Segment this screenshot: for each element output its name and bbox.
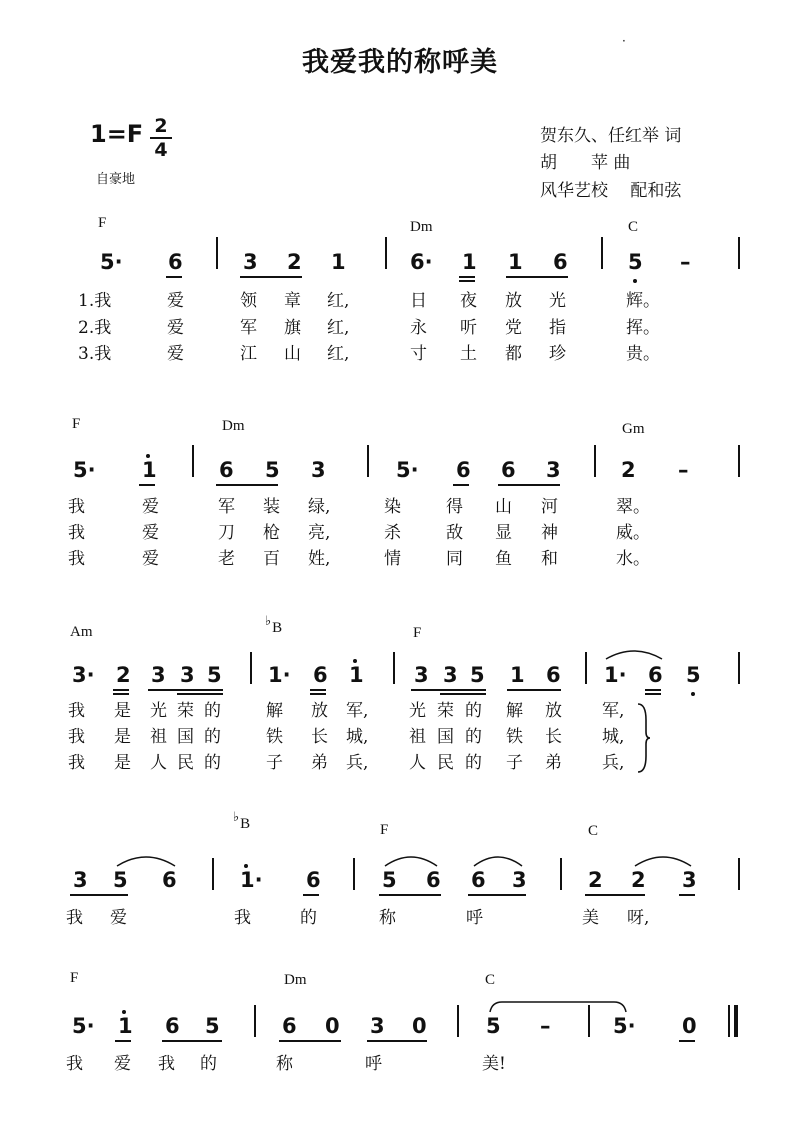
- underline: [162, 1040, 222, 1042]
- lyric-syllable: 放: [505, 291, 522, 311]
- lyric-syllable: 敌: [446, 523, 463, 543]
- lyric-syllable: 祖: [409, 727, 426, 747]
- lyric-syllable: 的: [200, 1054, 217, 1074]
- flat-sign: ♭: [233, 809, 240, 824]
- jianpu-note: 6·: [410, 250, 433, 274]
- underline: [216, 484, 278, 486]
- bar-line: [594, 445, 596, 477]
- chord-root: B: [272, 620, 283, 636]
- time-bottom: 4: [154, 139, 168, 161]
- jianpu-note: 1: [142, 458, 157, 482]
- lyric-syllable: 枪: [263, 523, 280, 543]
- underline: [166, 276, 182, 278]
- lyric-syllable: 我: [68, 701, 85, 721]
- lyric-syllable: 红,: [327, 318, 350, 338]
- jianpu-note: 3: [151, 663, 166, 687]
- jianpu-note: 1·: [240, 868, 263, 892]
- bar-line: [738, 237, 740, 269]
- lyric-syllable: 军,: [346, 701, 369, 721]
- jianpu-note: 5: [113, 868, 128, 892]
- lyricist-credit: 贺东久、任红举 词: [540, 126, 682, 146]
- lyric-syllable: 爱: [142, 497, 159, 517]
- lyric-syllable: 放: [311, 701, 328, 721]
- lyric-syllable: 光: [549, 291, 566, 311]
- lyric-syllable: 贵。: [626, 344, 660, 364]
- lyric-syllable: 日: [410, 291, 427, 311]
- final-bar-thick: [734, 1005, 738, 1037]
- jianpu-note: 1·: [604, 663, 627, 687]
- bar-line: [393, 652, 395, 684]
- jianpu-note: 3: [546, 458, 561, 482]
- lyric-syllable: 翠。: [616, 497, 650, 517]
- jianpu-note: 5: [382, 868, 397, 892]
- lyric-syllable: 民: [177, 753, 194, 773]
- underline: [459, 280, 475, 282]
- chord-label: F: [72, 416, 81, 432]
- lyric-syllable: 指: [549, 318, 566, 338]
- lyric-syllable: 我: [68, 727, 85, 747]
- underline: [279, 1040, 341, 1042]
- lyric-syllable: 情: [384, 549, 401, 569]
- jianpu-note: –: [678, 458, 689, 482]
- lyric-syllable: 称: [379, 908, 396, 928]
- chord-label: F: [98, 215, 107, 231]
- slur: [383, 852, 439, 868]
- lyric-syllable: 爱: [167, 291, 184, 311]
- jianpu-note: 5·: [72, 1014, 95, 1038]
- slur: [633, 852, 693, 868]
- underline: [411, 689, 486, 691]
- jianpu-note: 3·: [72, 663, 95, 687]
- lyric-syllable: 兵,: [602, 753, 625, 773]
- underline: [113, 689, 129, 691]
- bar-line: [353, 858, 355, 890]
- jianpu-note: 0: [325, 1014, 340, 1038]
- stray-dot: ·: [622, 34, 626, 48]
- jianpu-note: 5: [470, 663, 485, 687]
- jianpu-note: 5·: [396, 458, 419, 482]
- jianpu-note: 1: [462, 250, 477, 274]
- lyric-syllable: 我: [158, 1054, 175, 1074]
- bar-line: [601, 237, 603, 269]
- jianpu-note: 6: [501, 458, 516, 482]
- underline: [113, 693, 129, 695]
- lyric-syllable: 子: [266, 753, 283, 773]
- lyric-syllable: 老: [218, 549, 235, 569]
- bar-line: [192, 445, 194, 477]
- lyric-syllable: 铁: [506, 727, 523, 747]
- lyric-syllable: 爱: [142, 549, 159, 569]
- octave-dot: [633, 279, 637, 283]
- lyric-syllable: 亮,: [308, 523, 331, 543]
- lyric-syllable: 绿,: [308, 497, 331, 517]
- lyric-syllable: 兵,: [346, 753, 369, 773]
- jianpu-note: 6: [165, 1014, 180, 1038]
- jianpu-note: 6: [553, 250, 568, 274]
- jianpu-note: 6: [162, 868, 177, 892]
- composer-credit: 胡 苹 曲: [540, 153, 631, 173]
- lyric-syllable: 民: [437, 753, 454, 773]
- tie: [488, 998, 628, 1014]
- jianpu-note: 3: [243, 250, 258, 274]
- chord-label: Dm: [410, 219, 433, 235]
- jianpu-note: 6: [282, 1014, 297, 1038]
- time-top: 2: [154, 115, 168, 137]
- jianpu-note: –: [680, 250, 691, 274]
- jianpu-note: 6: [456, 458, 471, 482]
- lyric-syllable: 爱: [167, 318, 184, 338]
- lyric-syllable: 光: [409, 701, 426, 721]
- lyric-syllable: 的: [204, 727, 221, 747]
- underline: [468, 894, 526, 896]
- jianpu-note: 3: [370, 1014, 385, 1038]
- jianpu-note: 3: [682, 868, 697, 892]
- jianpu-note: 5·: [613, 1014, 636, 1038]
- jianpu-note: 5: [486, 1014, 501, 1038]
- jianpu-note: 2: [287, 250, 302, 274]
- lyric-syllable: 辉。: [626, 291, 660, 311]
- lyric-syllable: 和: [541, 549, 558, 569]
- chord-label: Am: [70, 624, 93, 640]
- jianpu-note: 5: [205, 1014, 220, 1038]
- lyric-syllable: 神: [541, 523, 558, 543]
- octave-dot: [691, 692, 695, 696]
- jianpu-note: 1: [508, 250, 523, 274]
- chord-label: Dm: [222, 418, 245, 434]
- lyric-syllable: 的: [465, 701, 482, 721]
- chord-label: C: [588, 823, 599, 839]
- lyric-syllable: 长: [545, 727, 562, 747]
- jianpu-note: 2: [631, 868, 646, 892]
- jianpu-note: 1: [331, 250, 346, 274]
- lyric-syllable: 水。: [616, 549, 650, 569]
- underline: [70, 894, 128, 896]
- octave-dot: [244, 864, 248, 868]
- lyric-syllable: 1.我: [78, 291, 112, 311]
- lyric-syllable: 山: [495, 497, 512, 517]
- jianpu-note: 5: [686, 663, 701, 687]
- lyric-syllable: 爱: [114, 1054, 131, 1074]
- bar-line: [588, 1005, 590, 1037]
- lyric-syllable: 弟: [545, 753, 562, 773]
- bar-line: [738, 652, 740, 684]
- bar-line: [254, 1005, 256, 1037]
- lyric-syllable: 祖: [150, 727, 167, 747]
- underline: [585, 894, 645, 896]
- lyric-syllable: 山: [284, 344, 301, 364]
- verse-brace: [636, 702, 652, 774]
- underline: [645, 693, 661, 695]
- lyric-syllable: 红,: [327, 344, 350, 364]
- lyric-syllable: 听: [460, 318, 477, 338]
- lyric-syllable: 红,: [327, 291, 350, 311]
- lyric-syllable: 我: [234, 908, 251, 928]
- lyric-syllable: 荣: [437, 701, 454, 721]
- chord-root: B: [240, 816, 251, 832]
- bar-line: [250, 652, 252, 684]
- lyric-syllable: 人: [409, 753, 426, 773]
- jianpu-note: –: [540, 1014, 551, 1038]
- lyric-syllable: 的: [204, 753, 221, 773]
- lyric-syllable: 百: [263, 549, 280, 569]
- lyric-syllable: 装: [263, 497, 280, 517]
- lyric-syllable: 永: [410, 318, 427, 338]
- lyric-syllable: 章: [284, 291, 301, 311]
- lyric-syllable: 珍: [549, 344, 566, 364]
- jianpu-note: 3: [414, 663, 429, 687]
- underline: [310, 693, 326, 695]
- lyric-syllable: 3.我: [78, 344, 112, 364]
- chord-label: C: [628, 219, 639, 235]
- lyric-syllable: 我: [66, 1054, 83, 1074]
- underline: [498, 484, 560, 486]
- lyric-syllable: 我: [66, 908, 83, 928]
- lyric-syllable: 长: [311, 727, 328, 747]
- octave-dot: [122, 1010, 126, 1014]
- lyric-syllable: 姓,: [308, 549, 331, 569]
- lyric-syllable: 的: [465, 727, 482, 747]
- lyric-syllable: 爱: [110, 908, 127, 928]
- jianpu-note: 6: [471, 868, 486, 892]
- chord-label: [265, 613, 283, 637]
- lyric-syllable: 染: [384, 497, 401, 517]
- jianpu-note: 6: [648, 663, 663, 687]
- underline: [679, 894, 695, 896]
- jianpu-note: 6: [168, 250, 183, 274]
- jianpu-note: 6: [219, 458, 234, 482]
- tempo-marking: 自豪地: [96, 172, 136, 187]
- underline: [440, 693, 486, 695]
- lyric-syllable: 河: [541, 497, 558, 517]
- lyric-syllable: 美!: [482, 1054, 506, 1074]
- lyric-syllable: 军: [240, 318, 257, 338]
- slur: [115, 852, 177, 868]
- bar-line: [560, 858, 562, 890]
- underline: [679, 1040, 695, 1042]
- underline: [453, 484, 469, 486]
- underline: [367, 1040, 427, 1042]
- bar-line: [385, 237, 387, 269]
- chord-label: Gm: [622, 421, 645, 437]
- lyric-syllable: 爱: [142, 523, 159, 543]
- lyric-syllable: 我: [68, 753, 85, 773]
- lyric-syllable: 我: [68, 549, 85, 569]
- chord-label: [233, 809, 251, 833]
- lyric-syllable: 夜: [460, 291, 477, 311]
- underline: [303, 894, 319, 896]
- underline: [148, 689, 223, 691]
- lyric-syllable: 2.我: [78, 318, 112, 338]
- chord-label: F: [380, 822, 389, 838]
- bar-line: [738, 858, 740, 890]
- lyric-syllable: 光: [150, 701, 167, 721]
- lyric-syllable: 弟: [311, 753, 328, 773]
- jianpu-note: 5·: [100, 250, 123, 274]
- underline: [240, 276, 302, 278]
- jianpu-note: 1: [118, 1014, 133, 1038]
- jianpu-note: 1·: [268, 663, 291, 687]
- lyric-syllable: 人: [150, 753, 167, 773]
- jianpu-note: 3: [180, 663, 195, 687]
- flat-sign: ♭: [265, 613, 272, 628]
- lyric-syllable: 称: [276, 1054, 293, 1074]
- bar-line: [457, 1005, 459, 1037]
- jianpu-note: 6: [313, 663, 328, 687]
- jianpu-note: 5·: [73, 458, 96, 482]
- jianpu-note: 0: [412, 1014, 427, 1038]
- underline: [645, 689, 661, 691]
- lyric-syllable: 鱼: [495, 549, 512, 569]
- underline: [115, 1040, 131, 1042]
- octave-dot: [353, 659, 357, 663]
- lyric-syllable: 威。: [616, 523, 650, 543]
- jianpu-note: 3: [73, 868, 88, 892]
- lyric-syllable: 杀: [384, 523, 401, 543]
- jianpu-note: 0: [682, 1014, 697, 1038]
- slur: [604, 647, 664, 661]
- underline: [139, 484, 155, 486]
- jianpu-note: 3: [311, 458, 326, 482]
- underline: [459, 276, 475, 278]
- bar-line: [367, 445, 369, 477]
- lyric-syllable: 旗: [284, 318, 301, 338]
- jianpu-note: 3: [443, 663, 458, 687]
- chord-label: F: [70, 970, 79, 986]
- lyric-syllable: 土: [460, 344, 477, 364]
- lyric-syllable: 解: [506, 701, 523, 721]
- underline: [177, 693, 223, 695]
- lyric-syllable: 刀: [218, 523, 235, 543]
- lyric-syllable: 军: [218, 497, 235, 517]
- lyric-syllable: 呼: [365, 1054, 382, 1074]
- slur: [472, 852, 524, 868]
- bar-line: [738, 445, 740, 477]
- final-bar-thin: [728, 1005, 730, 1037]
- jianpu-note: 5: [207, 663, 222, 687]
- lyric-syllable: 国: [437, 727, 454, 747]
- key-signature: 1=F: [90, 120, 144, 148]
- bar-line: [585, 652, 587, 684]
- jianpu-note: 6: [426, 868, 441, 892]
- lyric-syllable: 是: [114, 753, 131, 773]
- lyric-syllable: 子: [506, 753, 523, 773]
- jianpu-note: 5: [628, 250, 643, 274]
- lyric-syllable: 都: [505, 344, 522, 364]
- lyric-syllable: 爱: [167, 344, 184, 364]
- jianpu-note: 3: [512, 868, 527, 892]
- jianpu-note: 6: [306, 868, 321, 892]
- lyric-syllable: 寸: [410, 344, 427, 364]
- lyric-syllable: 城,: [602, 727, 625, 747]
- jianpu-note: 1: [510, 663, 525, 687]
- lyric-syllable: 国: [177, 727, 194, 747]
- time-signature: [150, 116, 172, 160]
- jianpu-note: 2: [588, 868, 603, 892]
- jianpu-note: 5: [265, 458, 280, 482]
- arranger-credit: 风华艺校 配和弦: [540, 181, 682, 201]
- lyric-syllable: 的: [300, 908, 317, 928]
- lyric-syllable: 是: [114, 701, 131, 721]
- lyric-syllable: 铁: [266, 727, 283, 747]
- jianpu-note: 1: [349, 663, 364, 687]
- lyric-syllable: 得: [446, 497, 463, 517]
- lyric-syllable: 的: [204, 701, 221, 721]
- lyric-syllable: 江: [240, 344, 257, 364]
- bar-line: [212, 858, 214, 890]
- lyric-syllable: 是: [114, 727, 131, 747]
- octave-dot: [146, 454, 150, 458]
- underline: [379, 894, 441, 896]
- lyric-syllable: 城,: [346, 727, 369, 747]
- jianpu-note: 2: [621, 458, 636, 482]
- underline: [506, 276, 568, 278]
- lyric-syllable: 我: [68, 497, 85, 517]
- lyric-syllable: 放: [545, 701, 562, 721]
- lyric-syllable: 党: [505, 318, 522, 338]
- lyric-syllable: 呀,: [627, 908, 650, 928]
- underline: [507, 689, 561, 691]
- lyric-syllable: 挥。: [626, 318, 660, 338]
- lyric-syllable: 显: [495, 523, 512, 543]
- chord-label: C: [485, 972, 496, 988]
- lyric-syllable: 领: [240, 291, 257, 311]
- lyric-syllable: 解: [266, 701, 283, 721]
- lyric-syllable: 同: [446, 549, 463, 569]
- bar-line: [216, 237, 218, 269]
- lyric-syllable: 美: [582, 908, 599, 928]
- jianpu-note: 2: [116, 663, 131, 687]
- lyric-syllable: 荣: [177, 701, 194, 721]
- chord-label: F: [413, 625, 422, 641]
- underline: [310, 689, 326, 691]
- song-title: 我爱我的称呼美: [302, 47, 498, 78]
- chord-label: Dm: [284, 972, 307, 988]
- jianpu-note: 6: [546, 663, 561, 687]
- lyric-syllable: 呼: [466, 908, 483, 928]
- lyric-syllable: 的: [465, 753, 482, 773]
- lyric-syllable: 我: [68, 523, 85, 543]
- lyric-syllable: 军,: [602, 701, 625, 721]
